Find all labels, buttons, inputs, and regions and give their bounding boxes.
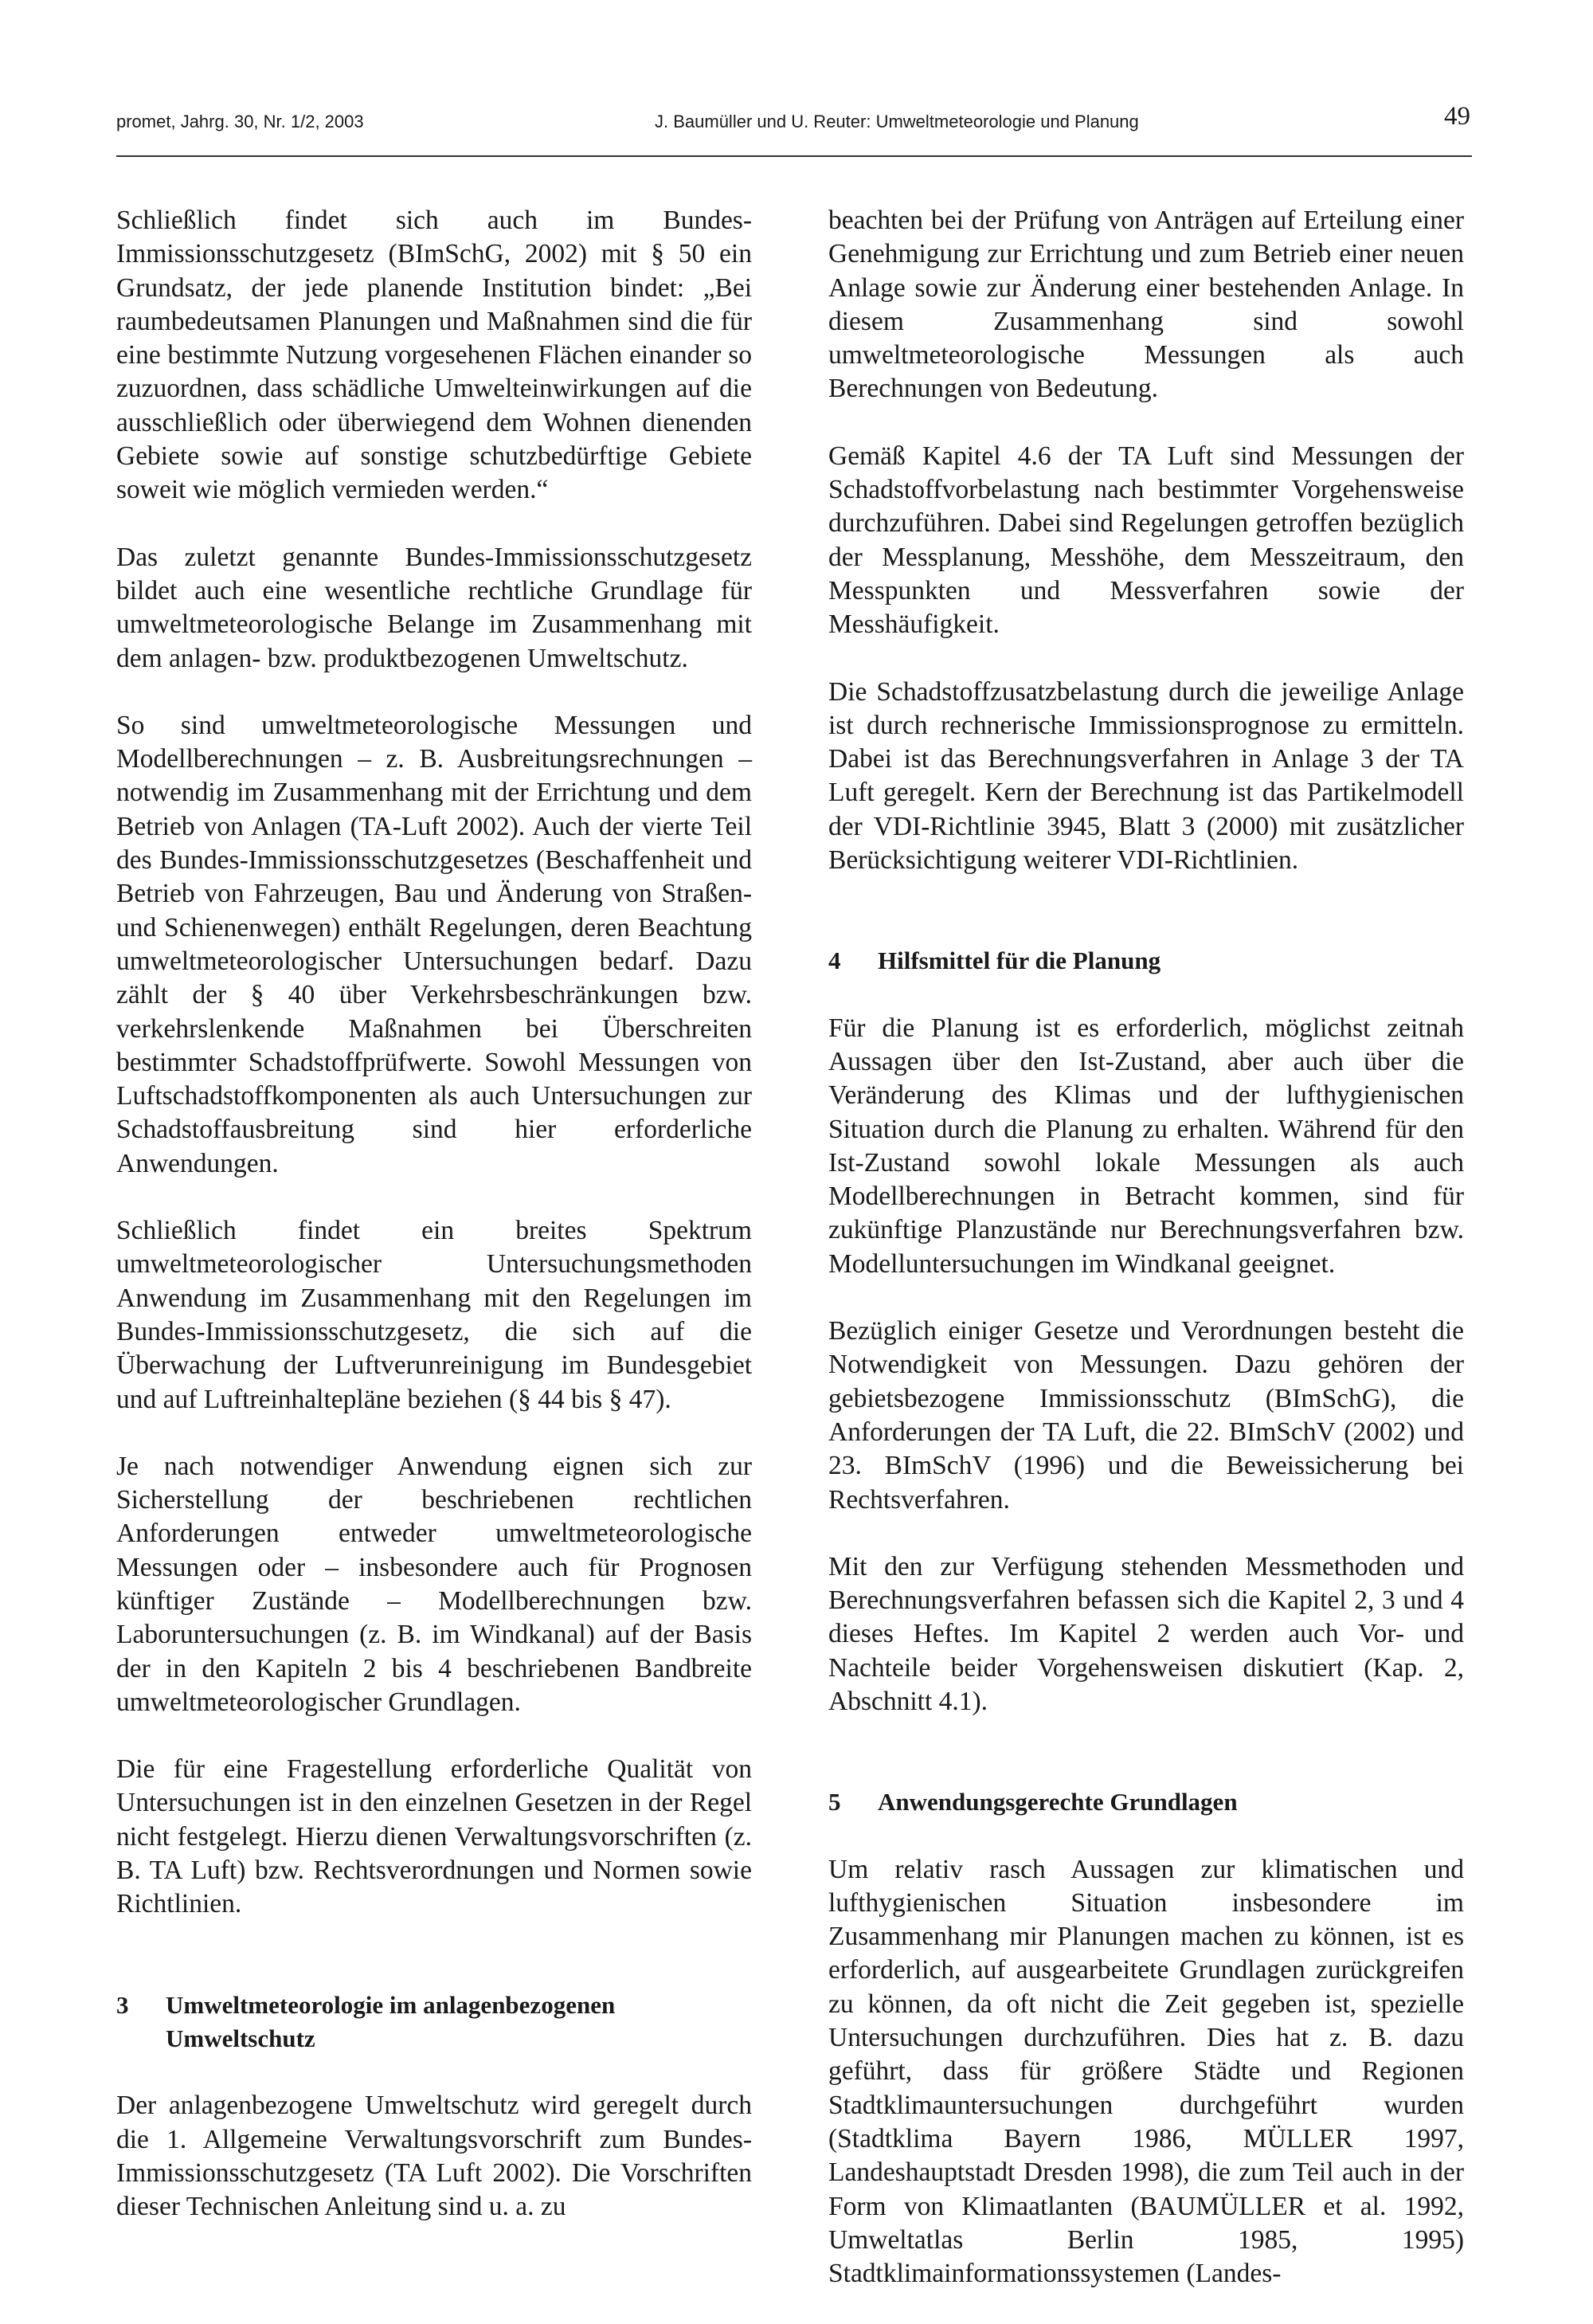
page-number: 49 bbox=[1444, 102, 1470, 131]
left-column bbox=[116, 204, 752, 2257]
section-number: 5 bbox=[828, 1788, 841, 1816]
right-column bbox=[828, 204, 1464, 2324]
paragraph: Mit den zur Verfügung stehenden Messmethoden und Berechnungsverfahren befassen sich die Kapitel 2, 3 und 4 dieses Heftes. Im Kapitel 2 werden auch Vor- und Nachteile beider Vorgehensweisen diskutiert (Kap. 2, Abschnitt 4.1). bbox=[828, 1551, 1464, 1716]
section-title: Hilfsmittel für die Planung bbox=[878, 946, 1161, 975]
paragraph: Für die Planung ist es erforderlich, möglichst zeitnah Aussagen über den Ist-Zustand, aber auch über die Veränderung des Klimas und der lufthygienischen Situation durch die Planung zu erhalten. Während für den Ist-Zustand sowohl lokale Messungen als auch Modellberechnungen in Betracht kommen, sind für zukünftige Planzustände nur Berechnungsverfahren bzw. Modelluntersuchungen im Windkanal geeignet. bbox=[828, 1013, 1464, 1279]
section-heading-4 bbox=[828, 944, 1464, 978]
paragraph: Das zuletzt genannte Bundes-Immissionsschutzgesetz bildet auch eine wesentliche rechtliche Grundlage für umweltmeteorologische Belange im Zusammenhang mit dem anlagen- bzw. produktbezogenen Umweltschutz. bbox=[116, 542, 752, 673]
header-rule bbox=[116, 155, 1472, 157]
paragraph: Schließlich findet ein breites Spektrum umweltmeteorologischer Untersuchungsmethoden Anwendung im Zusammenhang mit den Regelungen im Bundes-Immissionsschutzgesetz, die sich auf die Überwachung der Luftverunreinigung im Bundesgebiet und auf Luftreinhaltepläne beziehen (§ 44 bis § 47). bbox=[116, 1216, 752, 1414]
paragraph: Schließlich findet sich auch im Bundes-Immissionsschutzgesetz (BImSchG, 2002) mit § 50 ein Grundsatz, der jede planende Institution bindet: „Bei raumbedeutsamen Planungen und Maßnahmen sind die für eine bestimmte Nutzung vorgesehenen Flächen einander so zuzuordnen, dass schädliche Umwelteinwirkungen auf die ausschließlich oder überwiegend dem Wohnen dienenden Gebiete sowie auf sonstige schutzbedürftige Gebiete soweit wie möglich vermieden werden.“ bbox=[116, 206, 752, 505]
paragraph: Die Schadstoffzusatzbelastung durch die jeweilige Anlage ist durch rechnerische Immissionsprognose zu ermitteln. Dabei ist das Berechnungsverfahren in Anlage 3 der TA Luft geregelt. Kern der Berechnung ist das Partikelmodell der VDI-Richtlinie 3945, Blatt 3 (2000) mit zusätzlicher Berücksichtigung weiterer VDI-Richtlinien. bbox=[828, 676, 1464, 876]
journal-info: promet, Jahrg. 30, Nr. 1/2, 2003 bbox=[116, 112, 364, 131]
paragraph: Je nach notwendiger Anwendung eignen sich zur Sicherstellung der beschriebenen rechtlichen Anforderungen entweder umweltmeteorologische Messungen oder – insbesondere auch für Prognosen künftiger Zustände – Modellberechnungen bzw. Laboruntersuchungen (z. B. im Windkanal) auf der Basis der in den Kapiteln 2 bis 4 beschriebenen Bandbreite umweltmeteorologischer Grundlagen. bbox=[116, 1451, 752, 1717]
paragraph: Die für eine Fragestellung erforderliche Qualität von Untersuchungen ist in den einzelnen Gesetzen in der Regel nicht festgelegt. Hierzu dienen Verwaltungsvorschriften (z. B. TA Luft) bzw. Rechtsverordnungen und Normen sowie Richtlinien. bbox=[116, 1754, 752, 1919]
section-heading-5 bbox=[828, 1785, 1464, 1819]
paragraph: Der anlagenbezogene Umweltschutz wird geregelt durch die 1. Allgemeine Verwaltungsvorschrift zum Bundes-Immissionsschutzgesetz (TA Luft 2002). Die Vorschriften dieser Technischen Anleitung sind u. a. zu bbox=[116, 2091, 752, 2222]
section-title: Anwendungsgerechte Grundlagen bbox=[878, 1788, 1238, 1816]
section-number: 4 bbox=[828, 946, 841, 975]
section-heading-3 bbox=[116, 1989, 752, 2056]
paragraph: So sind umweltmeteorologische Messungen und Modellberechnungen – z. B. Ausbreitungsrechnungen – notwendig im Zusammenhang mit der Errichtung und dem Betrieb von Anlagen (TA-Luft 2002). Auch der vierte Teil des Bundes-Immissionsschutzgesetzes (Beschaffenheit und Betrieb von Fahrzeugen, Bau und Änderung von Straßen- und Schienenwegen) enthält Regelungen, deren Beachtung umweltmeteorologischer Untersuchungen bedarf. Dazu zählt der § 40 über Verkehrsbeschränkungen bzw. verkehrslenkende Maßnahmen bei Überschreiten bestimmter Schadstoffprüfwerte. Sowohl Messungen von Luftschadstoffkomponenten als auch Untersuchungen zur Schadstoffausbreitung sind hier erforderliche Anwendungen. bbox=[116, 710, 752, 1178]
section-number: 3 bbox=[116, 1990, 129, 2019]
running-title: J. Baumüller und U. Reuter: Umweltmeteorologie und Planung bbox=[655, 112, 1139, 131]
paragraph: Gemäß Kapitel 4.6 der TA Luft sind Messungen der Schadstoffvorbelastung nach bestimmter Vorgehensweise durchzuführen. Dabei sind Regelungen getroffen bezüglich der Messplanung, Messhöhe, dem Messzeitraum, den Messpunkten und Messverfahren sowie der Messhäufigkeit. bbox=[828, 441, 1464, 640]
page-header bbox=[116, 102, 1470, 158]
section-title: Umweltmeteorologie im anlagenbezogenen Umweltschutz bbox=[166, 1990, 616, 2052]
paragraph: Um relativ rasch Aussagen zur klimatischen und lufthygienischen Situation insbesondere im Zusammenhang mir Planungen machen zu können, ist es erforderlich, auf ausgearbeitete Grundlagen zurückgreifen zu können, da oft nicht die Zeit gegeben ist, spezielle Untersuchungen durchzuführen. Dies hat z. B. dazu geführt, dass für größere Städte und Regionen Stadtklimauntersuchungen durchgeführt wurden (Stadtklima Bayern 1986, MÜLLER 1997, Landeshauptstadt Dresden 1998), die zum Teil auch in der Form von Klimaatlanten (BAUMÜLLER et al. 1992, Umweltatlas Berlin 1985, 1995) Stadtklimainformationssystemen (Landes- bbox=[828, 1854, 1464, 2289]
paragraph: beachten bei der Prüfung von Anträgen auf Erteilung einer Genehmigung zur Errichtung und zum Betrieb einer neuen Anlage sowie zur Änderung einer bestehenden Anlage. In diesem Zusammenhang sind sowohl umweltmeteorologische Messungen als auch Berechnungen von Bedeutung. bbox=[828, 206, 1464, 404]
paragraph: Bezüglich einiger Gesetze und Verordnungen besteht die Notwendigkeit von Messungen. Dazu gehören der gebietsbezogene Immissionsschutz (BImSchG), die Anforderungen der TA Luft, die 22. BImSchV (2002) und 23. BImSchV (1996) und die Beweissicherung bei Rechtsverfahren. bbox=[828, 1316, 1464, 1515]
